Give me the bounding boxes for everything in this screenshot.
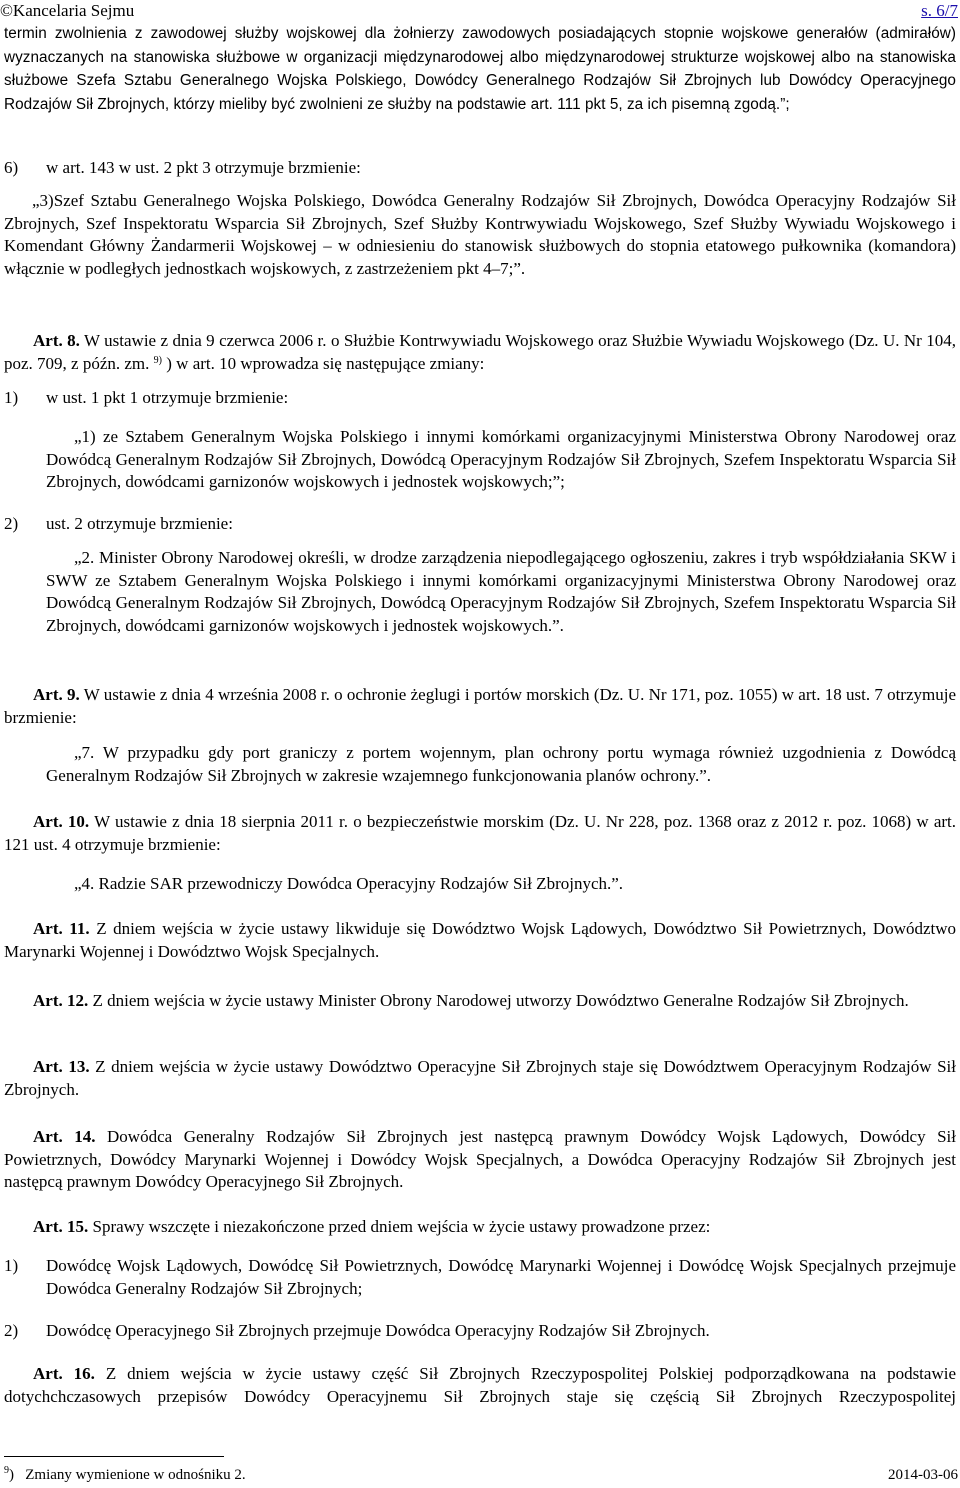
list-number: 1) [4,1256,19,1275]
art15-item-1 [4,1255,956,1300]
article-label: Art. 12. [33,991,89,1010]
list-number: 6) [4,158,19,177]
article-text: W ustawie z dnia 4 września 2008 r. o ochronie żeglugi i portów morskich (Dz. U. Nr 171, poz. 1055) w art. 18 ust. 7 otrzymuje brzmienie: [4,685,956,727]
article-label: Art. 10. [33,812,90,831]
article-label: Art. 14. [33,1127,96,1146]
article-text: Z dniem wejścia w życie ustawy Dowództwo Operacyjne Sił Zbrojnych staje się Dowództwem Operacyjnym Rodzajów Sił Zbrojnych. [4,1057,957,1099]
list-text: w art. 143 w ust. 2 pkt 3 otrzymuje brzmienie: [46,158,361,177]
article-label: Art. 8. [33,331,80,350]
article-label: Art. 15. [33,1217,89,1236]
list-number: 1) [4,388,19,407]
quote-art-143 [4,190,956,280]
article-11 [4,918,956,963]
article-label: Art. 9. [33,685,80,704]
footnote-paren: ) [9,1467,14,1483]
quote-text: „7. W przypadku gdy port graniczy z portem wojennym, plan ochrony portu wymaga również uzgodnienia z Dowódcą Generalnym Rodzajów Sił Zbrojnych w zakresie wzajemnego funkcjonowania planów ochrony.”. [46,743,956,785]
article-12 [4,990,956,1013]
article-text: Z dniem wejścia w życie ustawy Minister Obrony Narodowej utworzy Dowództwo Generalne Rodzajów Sił Zbrojnych. [88,991,909,1010]
art10-quote [46,873,956,896]
footnote-number: 9 [4,1465,9,1476]
article-16 [4,1363,956,1408]
article-13 [4,1056,956,1101]
footnote [4,1464,246,1487]
page-number-link[interactable]: s. 6/7 [921,1,958,20]
list-text: w ust. 1 pkt 1 otrzymuje brzmienie: [46,388,289,407]
quote-text: „1) ze Sztabem Generalnym Wojska Polskiego i innymi komórkami organizacyjnymi Ministerstwa Obrony Narodowej oraz Dowódcą Generalnym Rodzajów Sił Zbrojnych, Dowódcą Operacyjnym Rodzajów Sił Zbrojnych, Szefem Inspektoratu Wsparcia Sił Zbrojnych, dowódcami garnizonów wojskowych i jednostek wojskowych;”; [46,427,956,491]
article-15 [4,1216,956,1239]
article-10 [4,811,956,856]
footnote-text: Zmiany wymienione w odnośniku 2. [25,1467,246,1483]
article-9 [4,684,956,729]
article-text: Sprawy wszczęte i niezakończone przed dniem wejścia w życie ustawy prowadzone przez: [88,1217,711,1236]
article-text-after: ) w art. 10 wprowadza się następujące zmiany: [166,353,485,373]
footnote-ref[interactable]: 9) [153,354,162,366]
article-label: Art. 11. [33,919,90,938]
list-number: 2) [4,514,19,533]
art8-item-1 [4,387,956,410]
article-text: Z dniem wejścia w życie ustawy likwiduje się Dowództwo Wojsk Lądowych, Dowództwo Sił Powietrznych, Dowództwo Marynarki Wojennej i Dowództwo Wojsk Specjalnych. [4,919,957,961]
art15-item-2 [4,1320,956,1343]
footer-date: 2014-03-06 [888,1467,958,1483]
article-text-before: W ustawie z dnia 9 czerwca 2006 r. o Służbie Kontrwywiadu Wojskowego oraz Służbie Wywiadu Wojskowego (Dz. U. Nr 104, poz. 709, z późn. zm. [4,331,956,373]
article-label: Art. 13. [33,1057,90,1076]
quote-text: „3)Szef Sztabu Generalnego Wojska Polskiego, Dowódca Generalny Rodzajów Sił Zbrojnych, Dowódca Operacyjny Rodzajów Sił Zbrojnych, Szef Inspektoratu Wsparcia Sił Zbrojnych, Szef Służby Kontrwywiadu Wojskowego, Szef Służby Wywiadu Wojskowego i Komendant Główny Żandarmerii Wojskowej – w odniesieniu do stanowisk służbowych do stopnia etatowego pułkownika (komandora) włącznie w podległych jednostkach wojskowych, z zastrzeżeniem pkt 4–7;”. [4,191,956,278]
list-item-6 [4,157,956,180]
quote-text: „2. Minister Obrony Narodowej określi, w drodze zarządzenia niepodlegającego ogłoszeniu, zakres i tryb współdziałania SKW i SWW ze Sztabem Generalnym Wojska Polskiego i innymi komórkami organizacyjnymi Ministerstwa Obrony Narodowej oraz Dowódcą Generalnym Rodzajów Sił Zbrojnych, Dowódcą Operacyjnym Rodzajów Sił Zbrojnych, Szefem Inspektoratu Wsparcia Sił Zbrojnych, dowódcami garnizonów wojskowych i jednostek wojskowych.”. [46,548,956,635]
intro-text: termin zwolnienia z zawodowej służby wojskowej dla żołnierzy zawodowych posiadających stopnie wojskowe generałów (admirałów) wyznaczanych na stanowiska służbowe w organizacji międzynarodowej albo międzynarodowej strukturze wojskowej albo na stanowiska służbowe Szefa Sztabu Generalnego Wojska Polskiego, Dowódcy Generalnego Rodzajów Sił Zbrojnych lub Dowódcy Operacyjnego Rodzajów Sił Zbrojnych, którzy mieliby być zwolnieni ze służby na podstawie art. 111 pkt 5, za ich pisemną zgodą.”; [4,25,956,113]
art8-item-2 [4,513,956,536]
article-text: Z dniem wejścia w życie ustawy część Sił Zbrojnych Rzeczypospolitej Polskiej podporządkowana na podstawie dotychchczasowych przepisów Dowódcy Operacyjnemu Sił Zbrojnych staje się częścią Sił Zbrojnych Rzeczypospolitej [4,1364,957,1406]
list-text: Dowódcę Operacyjnego Sił Zbrojnych przejmuje Dowódca Operacyjny Rodzajów Sił Zbrojnych. [46,1321,710,1340]
art8-quote-1 [46,426,956,494]
quote-text: „4. Radzie SAR przewodniczy Dowódca Operacyjny Rodzajów Sił Zbrojnych.”. [74,874,624,893]
list-text: Dowódcę Wojsk Lądowych, Dowódcę Sił Powietrznych, Dowódcę Marynarki Wojennej i Dowódcę Wojsk Specjalnych przejmuje Dowódca Generalny Rodzajów Sił Zbrojnych; [46,1256,956,1298]
article-14 [4,1126,956,1194]
article-text: W ustawie z dnia 18 sierpnia 2011 r. o bezpieczeństwie morskim (Dz. U. Nr 228, poz. 1368 oraz z 2012 r. poz. 1068) w art. 121 ust. 4 otrzymuje brzmienie: [4,812,957,854]
article-text: Dowódca Generalny Rodzajów Sił Zbrojnych jest następcą prawnym Dowódcy Wojsk Lądowych, Dowódcy Sił Powietrznych, Dowódcy Marynarki Wojennej i Dowódcy Wojsk Specjalnych, a Dowódca Operacyjny Rodzajów Sił Zbrojnych jest następcą prawnym Dowódcy Operacyjnego Sił Zbrojnych. [4,1127,957,1191]
source-label: ©Kancelaria Sejmu [0,1,135,20]
article-8 [4,330,956,375]
list-text: ust. 2 otrzymuje brzmienie: [46,514,233,533]
art9-quote [46,742,956,787]
footnote-separator [4,1456,224,1457]
list-number: 2) [4,1321,19,1340]
art8-quote-2 [46,547,956,637]
intro-paragraph [4,22,956,116]
article-label: Art. 16. [33,1364,95,1383]
